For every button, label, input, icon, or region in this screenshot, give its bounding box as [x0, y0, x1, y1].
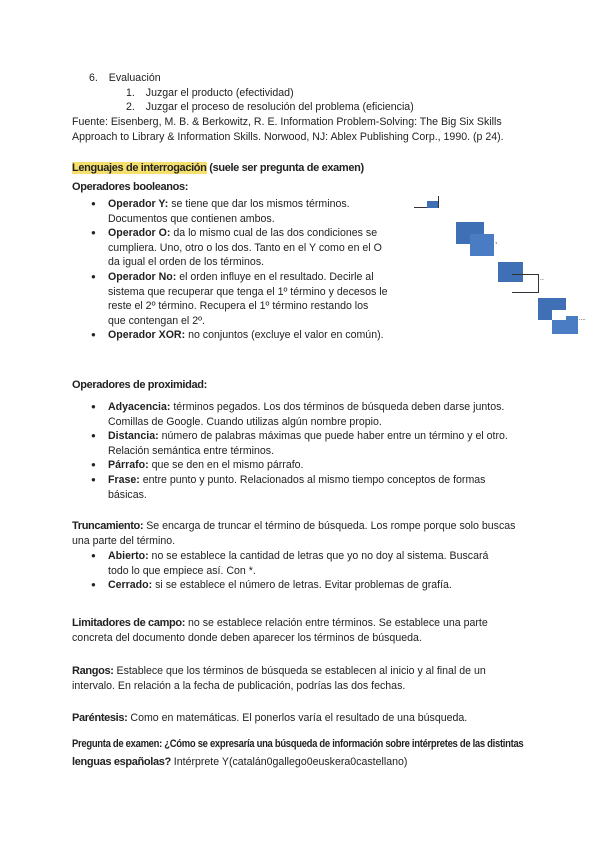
evaluation-item-text: Juzgar el producto (efectividad)	[145, 87, 294, 99]
source-line: Approach to Library & Information Skills. Norwood, NJ: Ablex Publishing Corp., 1990. (p 24).	[72, 130, 504, 143]
list-text: básicas.	[108, 488, 147, 501]
boolean-list	[108, 197, 408, 343]
ranges-text: intervalo. En relación a la fecha de publicación, podrías las dos fechas.	[72, 679, 406, 692]
diagram-square	[427, 201, 438, 208]
boolean-term: Operador No:	[108, 270, 177, 283]
evaluation-item-text: Juzgar el proceso de resolución del problema (eficiencia)	[145, 101, 414, 113]
list-text: Documentos que contienen ambos.	[108, 212, 275, 225]
exam-question-line: Pregunta de examen: ¿Cómo se expresaría una búsqueda de información sobre intérpretes de las distintas	[72, 738, 524, 750]
list-item	[108, 226, 408, 270]
list-text: cumpliera. Uno, otro o los dos. Tanto en el Y como en el O	[108, 241, 382, 254]
list-text: sistema que recuperar que tenga el 1º término y decesos le	[108, 285, 388, 298]
truncation-text: una parte del término.	[72, 534, 176, 547]
list-text: el orden influye en el resultado. Decirle al	[176, 270, 374, 283]
boolean-heading: Operadores booleanos:	[72, 181, 189, 193]
list-text: se tiene que dar los mismos términos.	[168, 198, 350, 210]
evaluation-title: Evaluación	[108, 72, 161, 84]
truncation-list	[108, 549, 548, 593]
exam-answer-line	[72, 753, 542, 771]
source-citation	[72, 115, 532, 144]
list-text: que contengan el 2º.	[108, 314, 205, 327]
languages-heading-note: (suele ser pregunta de examen)	[206, 162, 364, 174]
field-limiters-term: Limitadores de campo:	[72, 617, 186, 629]
field-limiters-text: no se establece relación entre términos. Se establece una parte	[185, 617, 488, 629]
list-text: todo lo que empiece así. Con *.	[108, 564, 256, 577]
truncation-subterm: Cerrado:	[108, 579, 153, 592]
diagram-line	[438, 196, 439, 208]
evaluation-item	[126, 100, 414, 115]
list-item	[108, 473, 548, 502]
languages-heading	[72, 161, 364, 176]
field-limiters-paragraph	[72, 616, 542, 645]
boolean-term: Operador Y:	[108, 198, 169, 210]
truncation-paragraph	[72, 519, 542, 548]
list-text: si se establece el número de letras. Evitar problemas de grafía.	[152, 579, 452, 592]
list-text: entre punto y punto. Relacionados al mismo tiempo conceptos de formas	[139, 473, 486, 486]
diagram-square	[470, 234, 494, 256]
list-item	[108, 328, 408, 343]
list-item	[108, 400, 548, 429]
list-text: no conjuntos (excluye el valor en común).	[185, 329, 384, 342]
list-item	[108, 429, 548, 458]
list-item	[108, 270, 408, 328]
proximity-heading: Operadores de proximidad:	[72, 379, 207, 391]
exam-answer: Intérprete Y(catalán0gallego0euskera0castellano)	[170, 756, 408, 768]
diagram-label: ,	[495, 236, 498, 245]
truncation-term: Truncamiento:	[72, 520, 144, 532]
ranges-paragraph	[72, 664, 542, 693]
list-item	[108, 578, 548, 593]
source-line: Fuente: Eisenberg, M. B. & Berkowitz, R. E. Information Problem-Solving: The Big Six Skills	[72, 116, 502, 128]
truncation-text: Se encarga de truncar el término de búsqueda. Los rompe porque solo buscas	[143, 520, 516, 532]
proximity-term: Adyacencia:	[108, 401, 171, 413]
list-item	[108, 549, 548, 578]
evaluation-item-number: 2.	[126, 101, 135, 113]
proximity-term: Párrafo:	[108, 459, 149, 472]
list-text: términos pegados. Los dos términos de búsqueda deben darse juntos.	[170, 401, 505, 413]
diagram-line	[512, 292, 539, 293]
truncation-subterm: Abierto:	[108, 550, 149, 562]
list-item	[108, 458, 548, 473]
list-text: reste el 2º término. Recupera el 1º término restando los	[108, 300, 369, 313]
boolean-term: Operador XOR:	[108, 329, 186, 342]
evaluation-number: 6.	[89, 72, 98, 84]
list-text: da igual el orden de los términos.	[108, 256, 265, 269]
list-text: no se establece la cantidad de letras que yo no doy al sistema. Buscará	[148, 550, 489, 562]
proximity-list	[108, 400, 548, 502]
list-item	[108, 197, 408, 226]
boolean-term: Operador O:	[108, 227, 171, 240]
list-text: Relación semántica entre términos.	[108, 444, 275, 457]
diagram-overlap	[552, 310, 566, 320]
languages-heading-highlight: Lenguajes de interrogación	[72, 162, 207, 174]
exam-question	[72, 735, 542, 771]
field-limiters-text: concreta del documento donde deben aparecer los términos de búsqueda.	[72, 631, 422, 644]
list-text: Comillas de Google. Cuando utilizas algún nombre propio.	[108, 415, 382, 428]
diagram-square	[498, 262, 523, 282]
parentheses-paragraph	[72, 711, 542, 726]
diagram-line	[512, 274, 538, 275]
ranges-text: Establece que los términos de búsqueda se establecen al inicio y al final de un	[113, 665, 486, 677]
parentheses-text: Como en matemáticas. El ponerlos varía el resultado de una búsqueda.	[127, 712, 468, 724]
diagram-line	[538, 274, 539, 292]
list-text: que se den en el mismo párrafo.	[148, 459, 304, 472]
list-text: número de palabras máximas que puede haber entre un término y el otro.	[158, 430, 508, 443]
proximity-term: Frase:	[108, 473, 140, 486]
exam-question-end: lenguas españolas?	[72, 756, 171, 768]
proximity-term: Distancia:	[108, 430, 159, 443]
diagram-label: ..	[540, 275, 544, 282]
parentheses-term: Paréntesis:	[72, 712, 128, 724]
evaluation-item-number: 1.	[126, 87, 135, 99]
diagram-label: ....	[579, 316, 586, 322]
evaluation-heading	[89, 71, 161, 86]
evaluation-item	[126, 86, 294, 101]
ranges-term: Rangos:	[72, 665, 114, 677]
list-text: da lo mismo cual de las dos condiciones se	[170, 227, 378, 240]
